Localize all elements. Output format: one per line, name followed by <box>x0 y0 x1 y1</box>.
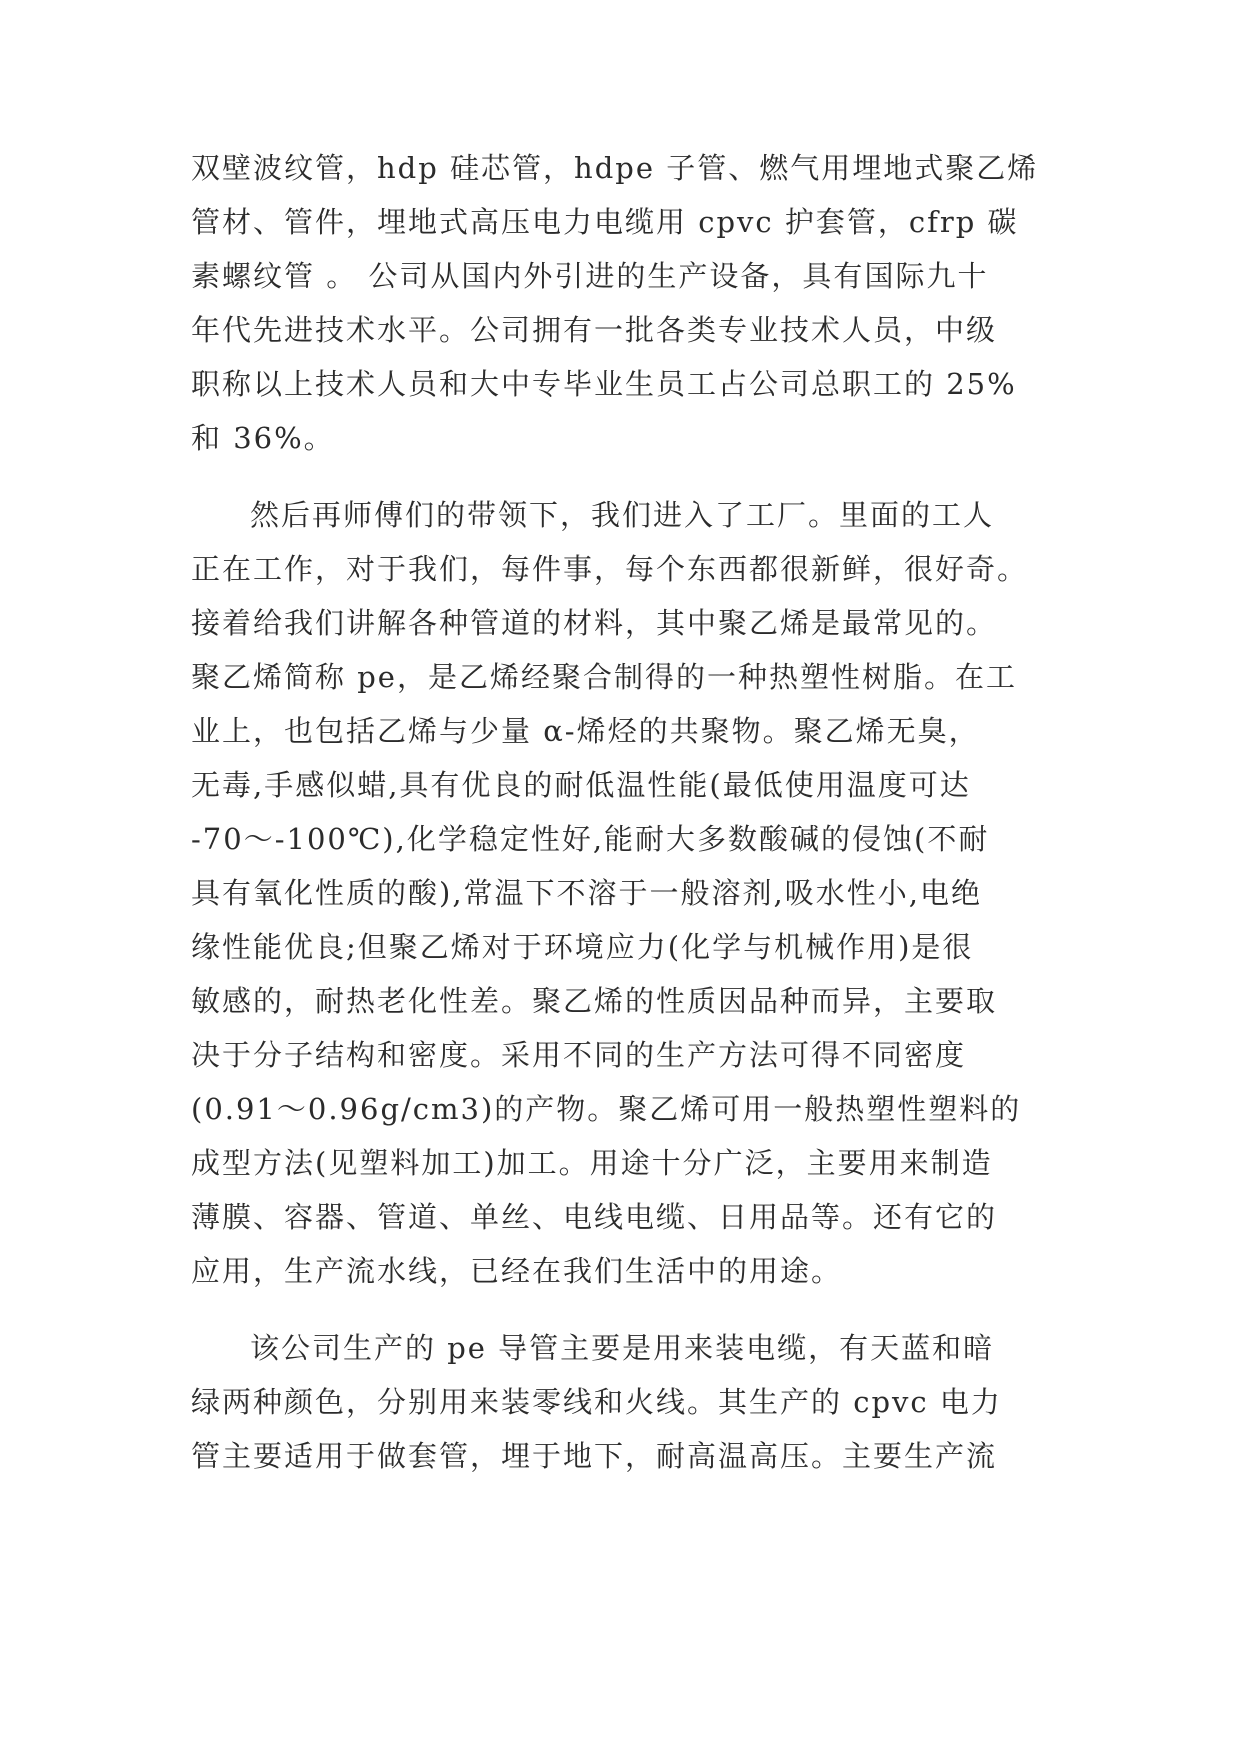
text-line: 职称以上技术人员和大中专毕业生员工占公司总职工的 25% <box>191 367 1017 401</box>
text-line: 双壁波纹管，hdp 硅芯管，hdpe 子管、燃气用埋地式聚乙烯 <box>191 151 1039 185</box>
text-line: 决于分子结构和密度。采用不同的生产方法可得不同密度 <box>191 1038 967 1072</box>
text-line: 缘性能优良;但聚乙烯对于环境应力(化学与机械作用)是很 <box>191 930 974 964</box>
text-line: 管主要适用于做套管，埋于地下，耐高温高压。主要生产流 <box>191 1439 998 1473</box>
text-line: 聚乙烯简称 pe，是乙烯经聚合制得的一种热塑性树脂。在工 <box>191 660 1017 694</box>
text-line: 无毒,手感似蜡,具有优良的耐低温性能(最低使用温度可达 <box>191 768 971 802</box>
text-line: 具有氧化性质的酸),常温下不溶于一般溶剂,吸水性小,电绝 <box>191 876 982 910</box>
text-line: 正在工作，对于我们，每件事，每个东西都很新鲜，很好奇。 <box>191 552 1029 586</box>
text-line: (0.91～0.96g/cm3)的产物。聚乙烯可用一般热塑性塑料的 <box>191 1092 1022 1126</box>
text-line: 然后再师傅们的带领下，我们进入了工厂。里面的工人 <box>250 498 995 532</box>
text-line: 业上，也包括乙烯与少量 α-烯烃的共聚物。聚乙烯无臭， <box>191 714 980 748</box>
text-line: 绿两种颜色，分别用来装零线和火线。其生产的 cpvc 电力 <box>191 1385 1002 1419</box>
text-line: 管材、管件，埋地式高压电力电缆用 cpvc 护套管，cfrp 碳 <box>191 205 1019 239</box>
text-line: 成型方法(见塑料加工)加工。用途十分广泛，主要用来制造 <box>191 1146 993 1180</box>
text-line: 该公司生产的 pe 导管主要是用来装电缆，有天蓝和暗 <box>250 1331 995 1365</box>
text-line: 薄膜、容器、管道、单丝、电线电缆、日用品等。还有它的 <box>191 1200 998 1234</box>
text-line: 年代先进技术水平。公司拥有一批各类专业技术人员，中级 <box>191 313 998 347</box>
text-line: 敏感的，耐热老化性差。聚乙烯的性质因品种而异，主要取 <box>191 984 998 1018</box>
text-line: 素螺纹管 。 公司从国内外引进的生产设备，具有国际九十 <box>191 259 989 293</box>
text-line: 接着给我们讲解各种管道的材料，其中聚乙烯是最常见的。 <box>191 606 998 640</box>
text-line: 和 36%。 <box>191 421 335 455</box>
text-line: -70～-100℃),化学稳定性好,能耐大多数酸碱的侵蚀(不耐 <box>191 822 990 856</box>
text-line: 应用，生产流水线，已经在我们生活中的用途。 <box>191 1254 843 1288</box>
